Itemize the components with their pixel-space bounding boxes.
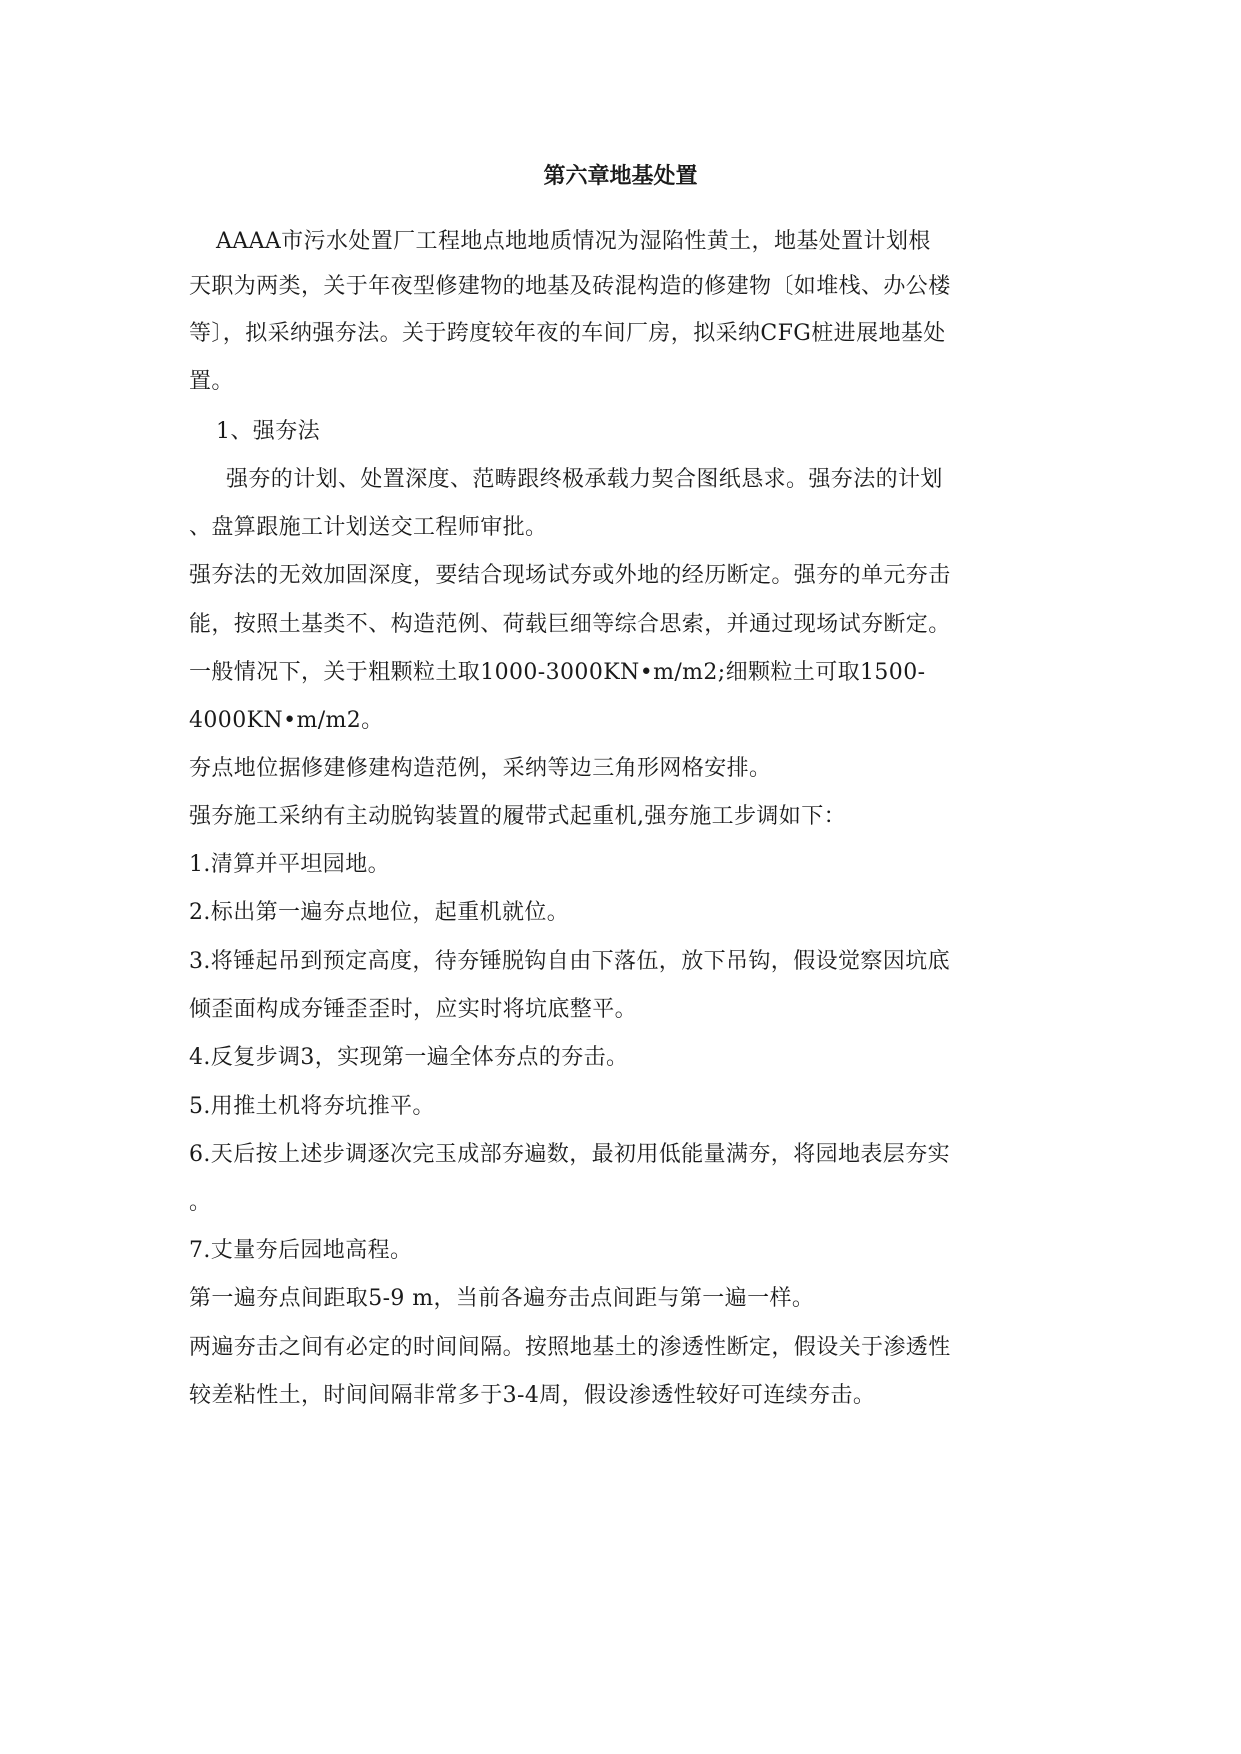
step-item: 2.标出第一遍夯点地位，起重机就位。 [189,900,570,925]
paragraph-line: 一般情况下，关于粗颗粒土取1000-3000KN•m/m2;细颗粒土可取1500- [189,660,926,685]
paragraph-line: 4000KN•m/m2。 [189,708,384,733]
paragraph-line: 两遍夯击之间有必定的时间间隔。按照地基土的渗透性断定，假设关于渗透性 [189,1335,951,1360]
step-item: 4.反复步调3，实现第一遍全体夯点的夯击。 [189,1045,629,1070]
step-item: 倾歪面构成夯锤歪歪时，应实时将坑底整平。 [189,997,638,1022]
paragraph-line: 较差粘性土，时间间隔非常多于3-4周，假设渗透性较好可连续夯击。 [189,1383,876,1408]
chapter-title: 第六章地基处置 [543,163,698,189]
paragraph-line: 能，按照土基类不、构造范例、荷载巨细等综合思索，并通过现场试夯断定。 [189,612,951,637]
paragraph-line: 天职为两类，关于年夜型修建物的地基及砖混构造的修建物〔如堆栈、办公楼 [189,274,951,299]
step-item: 6.天后按上述步调逐次完玉成部夯遍数，最初用低能量满夯，将园地表层夯实 [189,1142,950,1167]
paragraph-line: 第一遍夯点间距取5-9 m，当前各遍夯击点间距与第一遍一样。 [189,1286,815,1311]
paragraph-line: 置。 [189,369,234,394]
paragraph-line: 夯点地位据修建修建构造范例，采纳等边三角形网格安排。 [189,756,772,781]
paragraph-line: 、盘算跟施工计划送交工程师审批。 [189,515,548,540]
step-item: 3.将锤起吊到预定高度，待夯锤脱钩自由下落伍，放下吊钩，假设觉察因坑底 [189,949,950,974]
paragraph-line: AAAA市污水处置厂工程地点地地质情况为湿陷性黄土，地基处置计划根 [216,229,931,254]
paragraph-line: 等〕，拟采纳强夯法。关于跨度较年夜的车间厂房，拟采纳CFG桩进展地基处 [189,321,946,346]
paragraph-line: 强夯施工采纳有主动脱钩装置的履带式起重机,强夯施工步调如下： [189,804,846,829]
paragraph-line: 强夯的计划、处置深度、范畴跟终极承载力契合图纸恳求。强夯法的计划 [226,467,943,492]
section-heading: 1、强夯法 [216,419,320,444]
step-item: 1.清算并平坦园地。 [189,852,390,877]
step-item: 5.用推土机将夯坑推平。 [189,1094,435,1119]
paragraph-line: 强夯法的无效加固深度，要结合现场试夯或外地的经历断定。强夯的单元夯击 [189,563,951,588]
step-item: 7.丈量夯后园地高程。 [189,1238,413,1263]
step-item: 。 [189,1190,212,1215]
